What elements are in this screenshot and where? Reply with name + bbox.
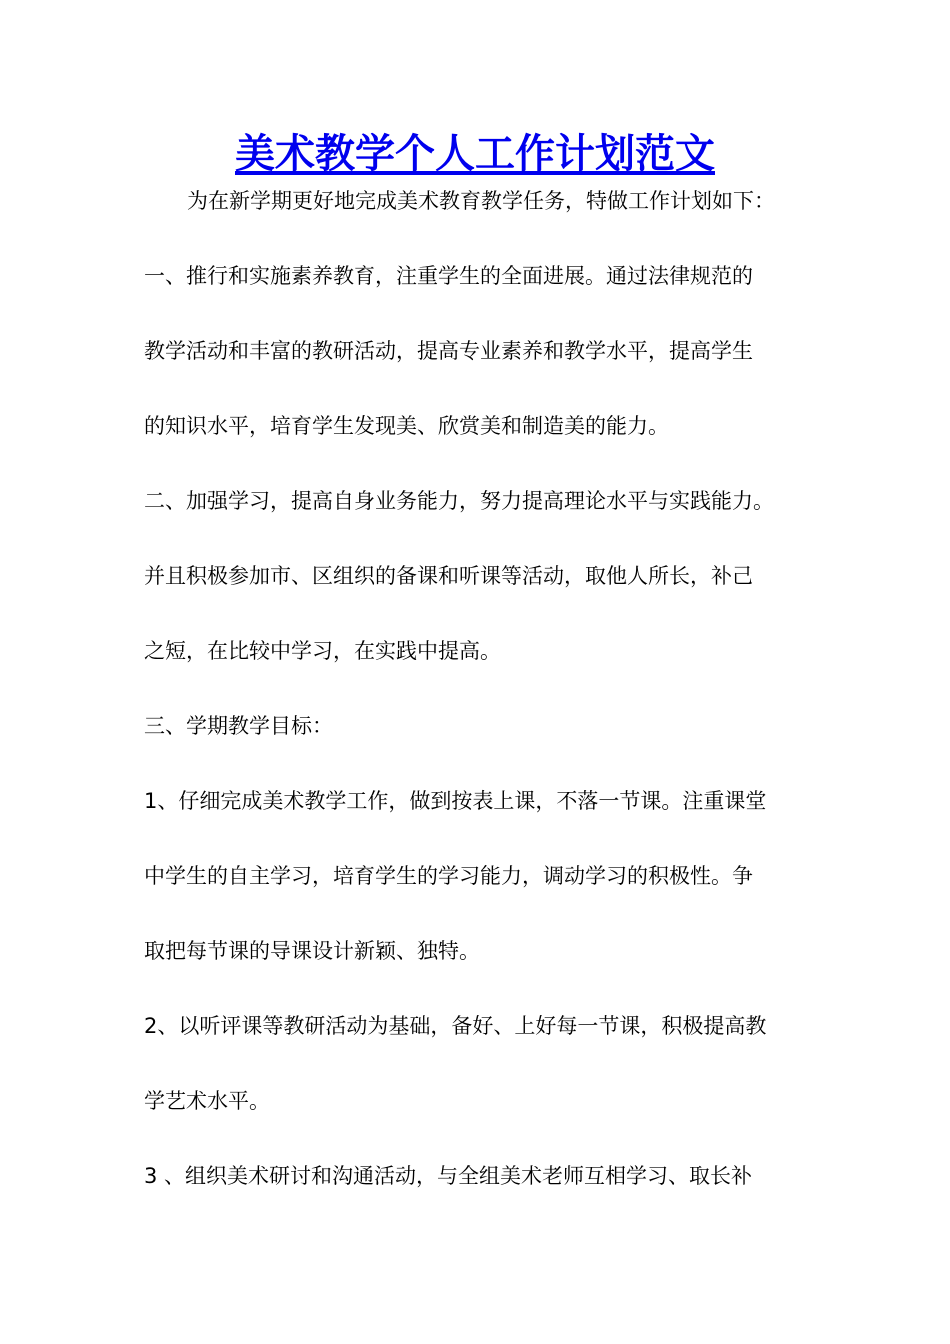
paragraph-line-5: 并且积极参加市、区组织的备课和听课等活动，取他人所长，补己 — [144, 564, 753, 588]
paragraph-line-11: 2、以听评课等教研活动为基础，备好、上好每一节课，积极提高教 — [144, 1014, 767, 1038]
paragraph-line-3: 的知识水平，培育学生发现美、欣赏美和制造美的能力。 — [144, 414, 669, 438]
paragraph-line-10: 取把每节课的导课设计新颖、独特。 — [144, 939, 480, 963]
paragraph-line-4: 二、加强学习，提高自身业务能力，努力提高理论水平与实践能力。 — [144, 489, 774, 513]
document-title[interactable]: 美术教学个人工作计划范文 — [235, 130, 715, 177]
paragraph-line-6: 之短，在比较中学习，在实践中提高。 — [144, 639, 501, 663]
paragraph-line-2: 教学活动和丰富的教研活动，提高专业素养和教学水平，提高学生 — [144, 339, 753, 363]
paragraph-line-1: 一、推行和实施素养教育，注重学生的全面进展。通过法律规范的 — [144, 264, 753, 288]
paragraph-line-13: 3 、组织美术研讨和沟通活动，与全组美术老师互相学习、取长补 — [144, 1164, 753, 1188]
paragraph-line-intro: 为在新学期更好地完成美术教育教学任务，特做工作计划如下： — [187, 189, 775, 213]
paragraph-line-12: 学艺术水平。 — [144, 1089, 270, 1113]
paragraph-line-8: 1、仔细完成美术教学工作，做到按表上课，不落一节课。注重课堂 — [144, 789, 767, 813]
paragraph-line-9: 中学生的自主学习，培育学生的学习能力，调动学习的积极性。争 — [144, 864, 753, 888]
paragraph-line-7: 三、学期教学目标： — [144, 714, 333, 738]
